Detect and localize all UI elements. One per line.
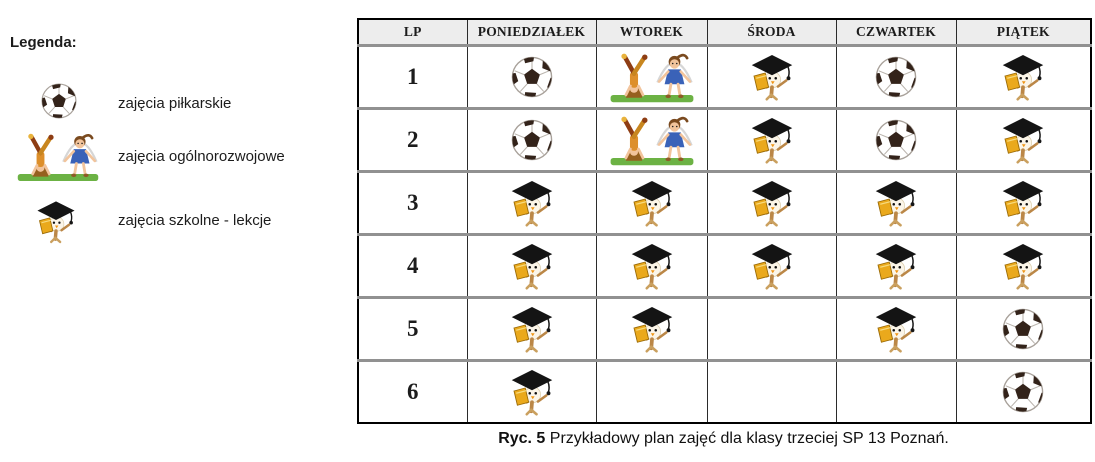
- gymnastics-kids-icon: [16, 129, 100, 184]
- column-header-0: LP: [358, 19, 467, 46]
- schedule-cell-school: [596, 172, 707, 235]
- schedule-cell-school: [467, 361, 596, 424]
- row-number: 3: [358, 172, 467, 235]
- graduate-pupil-icon: [748, 241, 796, 292]
- figure-caption: [357, 430, 1090, 448]
- row-number: 2: [358, 109, 467, 172]
- soccer-ball-icon: [874, 118, 918, 162]
- schedule-cell-school: [707, 46, 836, 109]
- schedule-table-body: [358, 46, 1091, 424]
- graduate-pupil-icon: [34, 199, 78, 245]
- graduate-pupil-icon: [508, 178, 556, 229]
- schedule-cell-school: [596, 235, 707, 298]
- graduate-pupil-icon: [999, 178, 1047, 229]
- schedule-cell-soccer: [956, 361, 1091, 424]
- schedule-cell-soccer: [956, 298, 1091, 361]
- column-header-1: PONIEDZIAŁEK: [467, 19, 596, 46]
- column-header-2: WTOREK: [596, 19, 707, 46]
- graduate-pupil-icon: [508, 241, 556, 292]
- table-row: [358, 235, 1091, 298]
- schedule-cell-school: [956, 109, 1091, 172]
- column-header-5: PIĄTEK: [956, 19, 1091, 46]
- schedule-cell-soccer: [467, 109, 596, 172]
- soccer-ball-icon: [874, 55, 918, 99]
- legend-label-school: zajęcia szkolne - lekcje: [118, 212, 272, 229]
- schedule-cell-school: [467, 172, 596, 235]
- caption-text: Przykładowy plan zajęć dla klasy trzeciej SP 13 Poznań.: [549, 430, 949, 447]
- schedule-cell-gym: [596, 109, 707, 172]
- legend-label-soccer: zajęcia piłkarskie: [118, 95, 232, 112]
- schedule-cell-school: [467, 298, 596, 361]
- schedule-cell-empty: [707, 298, 836, 361]
- schedule-cell-school: [707, 172, 836, 235]
- schedule-cell-school: [467, 235, 596, 298]
- legend-label-gym: zajęcia ogólnorozwojowe: [118, 148, 285, 165]
- soccer-ball-icon: [40, 82, 78, 120]
- gymnastics-kids-icon: [607, 50, 697, 104]
- schedule-cell-school: [707, 109, 836, 172]
- schedule-cell-school: [956, 46, 1091, 109]
- schedule-table-header: [358, 19, 1091, 46]
- row-number: 1: [358, 46, 467, 109]
- schedule-cell-school: [836, 235, 956, 298]
- graduate-pupil-icon: [628, 178, 676, 229]
- row-number: 6: [358, 361, 467, 424]
- row-number: 5: [358, 298, 467, 361]
- schedule-cell-school: [956, 172, 1091, 235]
- graduate-pupil-icon: [748, 115, 796, 166]
- schedule-cell-soccer: [836, 109, 956, 172]
- graduate-pupil-icon: [628, 241, 676, 292]
- schedule-cell-school: [836, 172, 956, 235]
- graduate-pupil-icon: [508, 304, 556, 355]
- schedule-cell-empty: [596, 361, 707, 424]
- row-number: 4: [358, 235, 467, 298]
- schedule-table: [357, 18, 1092, 424]
- table-row: [358, 46, 1091, 109]
- soccer-ball-icon: [510, 118, 554, 162]
- graduate-pupil-icon: [872, 178, 920, 229]
- graduate-pupil-icon: [999, 52, 1047, 103]
- schedule-cell-school: [707, 235, 836, 298]
- schedule-cell-school: [596, 298, 707, 361]
- schedule-cell-school: [956, 235, 1091, 298]
- table-row: [358, 298, 1091, 361]
- schedule-cell-soccer: [467, 46, 596, 109]
- column-header-4: CZWARTEK: [836, 19, 956, 46]
- graduate-pupil-icon: [748, 178, 796, 229]
- graduate-pupil-icon: [872, 304, 920, 355]
- soccer-ball-icon: [510, 55, 554, 99]
- schedule-cell-soccer: [836, 46, 956, 109]
- graduate-pupil-icon: [748, 52, 796, 103]
- schedule-cell-school: [836, 298, 956, 361]
- soccer-ball-icon: [1001, 307, 1045, 351]
- graduate-pupil-icon: [628, 304, 676, 355]
- caption-label: Ryc. 5: [498, 430, 546, 447]
- table-row: [358, 109, 1091, 172]
- schedule-cell-empty: [707, 361, 836, 424]
- column-header-3: ŚRODA: [707, 19, 836, 46]
- graduate-pupil-icon: [872, 241, 920, 292]
- schedule-cell-gym: [596, 46, 707, 109]
- gymnastics-kids-icon: [607, 113, 697, 167]
- table-row: [358, 361, 1091, 424]
- graduate-pupil-icon: [508, 367, 556, 418]
- legend-title: Legenda:: [10, 34, 77, 51]
- graduate-pupil-icon: [999, 115, 1047, 166]
- graduate-pupil-icon: [999, 241, 1047, 292]
- header-row: [358, 19, 1091, 46]
- schedule-cell-empty: [836, 361, 956, 424]
- soccer-ball-icon: [1001, 370, 1045, 414]
- table-row: [358, 172, 1091, 235]
